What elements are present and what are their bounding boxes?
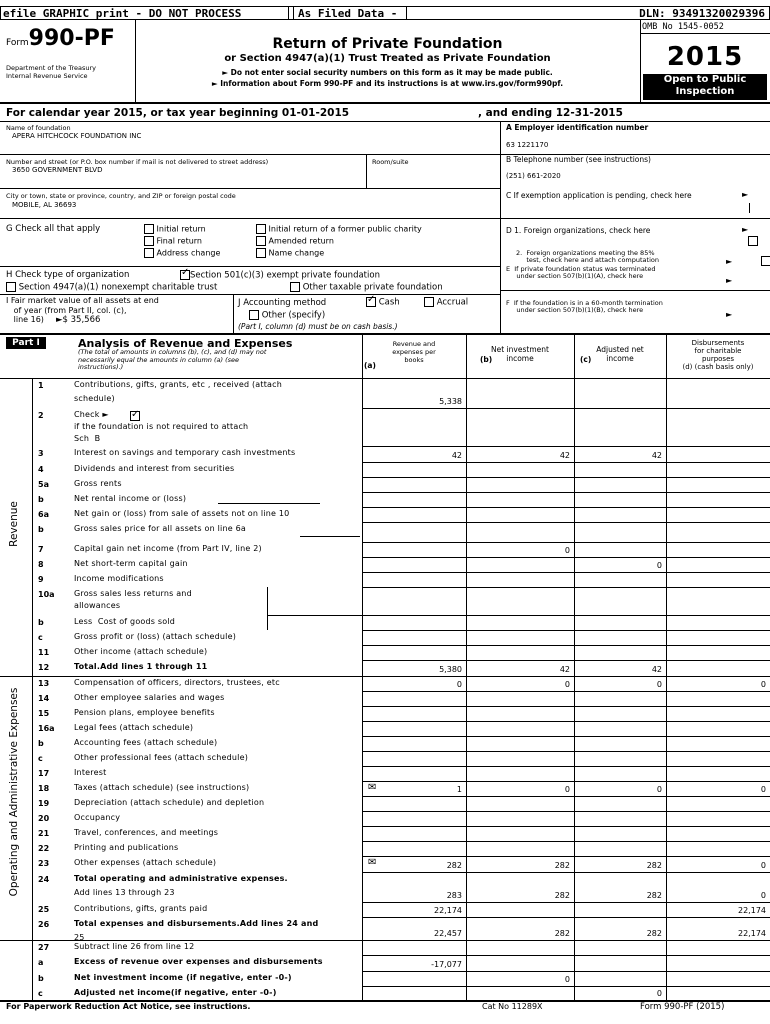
row-description: Other expenses (attach schedule) [74,858,217,867]
foundation-name-label: Name of foundation [6,124,71,132]
initial-return-label: Initial return [156,224,206,234]
line-number: 16a [38,724,55,733]
col-a-tag: (a) [364,361,376,370]
col-c-value: 282 [646,891,662,900]
col-b-value: 0 [564,546,570,555]
col-c-value: 282 [646,861,662,870]
d2-label: 2. Foreign organizations meeting the 85% test, check here and attach computation [516,249,659,264]
name-change-checkbox[interactable] [256,248,266,258]
field-10-divider [267,587,268,630]
col-b-tag: (b) [480,355,493,364]
col-d-value: 0 [760,680,766,689]
g-amended-row [256,236,334,247]
line-number: b [38,618,44,627]
row-rule [362,751,770,752]
as-filed-label: As Filed Data - [298,7,398,20]
col-c-value: 0 [656,561,662,570]
attachment-icon[interactable]: ✉ [368,857,377,868]
line-number: a [38,958,44,967]
row-rule [362,507,770,508]
col-c-value: 0 [656,989,662,998]
row-description-cont: if the foundation is not required to attach Sch B [74,422,249,443]
cash-label: Cash [378,297,400,308]
col-a-value: 283 [446,891,462,900]
street-label: Number and street (or P.O. box number if mail is not delivered to street address) [6,158,269,166]
line-number: 6a [38,510,49,519]
row-description: Excess of revenue over expenses and disbursements [74,957,323,966]
col-b-value: 0 [564,785,570,794]
part1-tag: Part I [6,337,46,349]
field-10-rule [267,615,362,616]
initial-return-checkbox[interactable] [144,224,154,234]
row-rule [362,872,770,873]
amended-return-checkbox[interactable] [256,236,266,246]
initial-former-checkbox[interactable] [256,224,266,234]
attachment-icon[interactable]: ✉ [368,782,377,793]
arrow-icon: ► [726,276,733,285]
row-description: Net investment income (if negative, enter -0-) [74,973,292,982]
street-value: 3650 GOVERNMENT BLVD [12,166,103,174]
row-description: Interest on savings and temporary cash investments [74,448,296,457]
d1-checkbox[interactable] [748,236,758,246]
row-rule [362,492,770,493]
row-description: Contributions, gifts, grants, etc , received (attach [74,380,283,389]
row-rule [362,917,770,918]
col-a-value: -17,077 [431,960,462,969]
line-number: c [38,754,43,763]
row-rule [362,721,770,722]
line-number: 19 [38,799,50,808]
col-a-value: 22,174 [434,906,462,915]
j-note: (Part I, column (d) must be on cash basis.) [238,322,398,331]
line-number: 5a [38,480,49,489]
side-divider [32,378,33,1000]
col-b-value: 0 [564,680,570,689]
line-number: 12 [38,663,50,672]
row-rule [362,986,770,987]
line-number: 10a [38,590,55,599]
tax-year: 2015 [666,42,744,72]
d2-checkbox[interactable] [761,256,770,266]
col-d-value: 0 [760,785,766,794]
row-rule [362,645,770,646]
g-initial-former-row [256,224,422,235]
dln-label: DLN: 93491320029396 [639,7,765,20]
col-d-value: 22,174 [738,906,766,915]
other-method-checkbox[interactable] [249,310,259,320]
row-description: Other employee salaries and wages [74,693,225,702]
line-number: b [38,525,44,534]
nonexempt-checkbox[interactable] [6,282,16,292]
form-prefix: Form [6,38,29,48]
form-id [6,26,115,51]
line-number: b [38,974,44,983]
col-a-value: 42 [451,451,462,460]
line-number: 1 [38,381,44,390]
j-cash-row [366,297,400,308]
ein-value: 63 1221170 [506,141,549,149]
row-rule [362,691,770,692]
line-number: b [38,495,44,504]
row-rule [362,902,770,903]
col-c-value: 0 [656,785,662,794]
footer-cat: Cat No 11289X [482,1002,543,1011]
initial-former-label: Initial return of a former public charity [268,224,422,234]
row-description: Total expenses and disbursements.Add lines 24 and [74,919,319,928]
line-number: 27 [38,943,50,952]
line-number: 3 [38,449,44,458]
row-description-cont: Add lines 13 through 23 [74,888,175,897]
col-d-title: Disbursements for charitable purposes [691,339,745,363]
row-description: Gross sales price for all assets on line 6a [74,524,246,533]
row-rule [362,615,770,616]
side-label-expenses: Operating and Administrative Expenses [8,687,20,897]
row-rule [362,841,770,842]
other-taxable-label: Other taxable private foundation [302,282,443,293]
row-rule [362,856,770,857]
phone-value: (251) 661-2020 [506,172,561,180]
row-description: Interest [74,768,107,777]
row-description: Net short-term capital gain [74,559,188,568]
row-rule [362,826,770,827]
row-rule [362,781,770,782]
field-6b-line [300,536,360,537]
row-rule [362,736,770,737]
g-initial-row [144,224,206,235]
e-label: E If private foundation status was terminated under section 507(b)(1)(A), check here [506,265,656,280]
g-address-row [144,248,220,259]
row-description-cont: schedule) [74,394,115,403]
col-d-value: 0 [760,861,766,870]
name-change-label: Name change [268,248,325,258]
line-number: 2 [38,411,44,420]
line-number: c [38,989,43,998]
i-label: I Fair market value of all assets at end of year (from Part II, col. (c), line 16) [6,296,159,324]
amended-return-label: Amended return [268,236,334,246]
line-number: 11 [38,648,50,657]
h-c3-row [180,270,380,281]
row-rule [362,630,770,631]
form-title: Return of Private Foundation [272,36,503,52]
col-a-value: 5,380 [439,665,462,674]
line-number: 23 [38,859,50,868]
row-description: Total.Add lines 1 through 11 [74,662,208,671]
row-description: Legal fees (attach schedule) [74,723,194,732]
row-rule [362,587,770,588]
cash-checkbox[interactable] [366,297,376,307]
row-rule [362,706,770,707]
col-b-value: 42 [559,451,570,460]
city-value: MOBILE, AL 36693 [12,201,77,209]
footer-form: Form 990-PF (2015) [640,1002,725,1012]
address-change-checkbox[interactable] [144,248,154,258]
row-description: Depreciation (attach schedule) and depletion [74,798,265,807]
exemption-pending-label: C If exemption application is pending, check here [506,191,692,200]
col-c-title: Adjusted net income [596,345,644,363]
c3-checkbox[interactable] [180,270,190,280]
arrow-icon: ► [726,257,733,266]
row-rule [362,477,770,478]
row-description-cont: 25 [74,933,85,942]
line-number: b [38,739,44,748]
col-b-value: 282 [554,861,570,870]
row-rule [362,572,770,573]
info-note[interactable]: ► Information about Form 990-PF and its instructions is at www.irs.gov/form990pf. [211,79,564,88]
line-number: 7 [38,545,44,554]
g-final-row [144,236,202,247]
row-rule [362,557,770,558]
calendar-begin: For calendar year 2015, or tax year beginning 01-01-2015 [6,107,350,119]
ein-label: A Employer identification number [506,123,649,132]
i-value: ►$ 35,566 [56,315,101,325]
row-rule [362,542,770,543]
city-label: City or town, state or province, country, and ZIP or foreign postal code [6,192,236,200]
line-number: 18 [38,784,50,793]
row-rule [362,462,770,463]
dept-label: Department of the Treasury Internal Revenue Service [6,64,97,80]
row-rule [362,766,770,767]
open-to-public: Open to Public Inspection [643,74,767,100]
row-description: Net gain or (loss) from sale of assets not on line 10 [74,509,290,518]
arrow-icon: ► [742,225,749,234]
side-label-revenue: Revenue [8,501,20,547]
efile-label: efile GRAPHIC print - DO NOT PROCESS [3,7,242,20]
col-a-value: 282 [446,861,462,870]
col-b-value: 282 [554,929,570,938]
row-description: Printing and publications [74,843,179,852]
j-other-row [249,310,325,321]
col-c-value: 42 [651,665,662,674]
top-banner [0,6,770,20]
h-label: H Check type of organization [6,270,130,280]
row-description: Less Cost of goods sold [74,617,176,626]
row-description: Gross rents [74,479,122,488]
row-description: Gross sales less returns and allowances [74,589,192,610]
col-b-title: Net investment income [491,345,549,363]
row-description: Income modifications [74,574,164,583]
col-a-value: 1 [456,785,462,794]
line-number: 25 [38,905,50,914]
line-number: 8 [38,560,44,569]
col-a-value: 0 [456,680,462,689]
part1-subtitle: (The total of amounts in columns (b), (c), and (d) may not necessarily equal the amounts in column (a) (see instructions).) [78,348,267,371]
row-description: Travel, conferences, and meetings [74,828,219,837]
row-description: Adjusted net income(if negative, enter -0-) [74,988,277,997]
c3-label: Section 501(c)(3) exempt private foundation [190,270,380,281]
row-rule [362,940,770,941]
row-description: Dividends and interest from securities [74,464,235,473]
row-description: Subtract line 26 from line 12 [74,942,195,951]
row-description: Occupancy [74,813,121,822]
row-description: Accounting fees (attach schedule) [74,738,218,747]
col-d-header [666,339,770,372]
other-taxable-checkbox[interactable] [290,282,300,292]
line-number: c [38,633,43,642]
row-description: Gross profit or (loss) (attach schedule) [74,632,237,641]
room-label: Room/suite [372,158,409,166]
row-rule [362,446,770,447]
row-description: Net rental income or (loss) [74,494,187,503]
field-5b-line [218,503,320,504]
row-rule [362,955,770,956]
final-return-checkbox[interactable] [144,236,154,246]
row-description: Taxes (attach schedule) (see instructions) [74,783,250,792]
h-nonexempt-row [6,282,217,293]
row-description: Total operating and administrative expenses. [74,874,288,883]
row-rule [362,408,770,409]
address-change-label: Address change [156,248,221,258]
col-a-header [362,340,466,364]
col-a-value: 5,338 [439,397,462,406]
line-number: 24 [38,875,50,884]
d1-label: D 1. Foreign organizations, check here [506,226,651,235]
j-accrual-row [424,297,468,308]
f-label: F If the foundation is in a 60-month termination under section 507(b)(1)(B), check here [506,299,663,314]
phone-label: B Telephone number (see instructions) [506,155,651,164]
accrual-checkbox[interactable] [424,297,434,307]
arrow-icon: ► [726,310,733,319]
col-c-value: 282 [646,929,662,938]
sch-b-checkbox[interactable] [130,411,140,421]
row-rule [362,971,770,972]
j-label: J Accounting method [238,298,327,308]
nonexempt-label: Section 4947(a)(1) nonexempt charitable trust [18,282,218,293]
col-b-value: 282 [554,891,570,900]
row-rule [362,811,770,812]
row-description: Other professional fees (attach schedule) [74,753,249,762]
arrow-icon: ► [742,190,749,199]
form-number: 990-PF [28,26,115,51]
calendar-end: , and ending 12-31-2015 [478,107,623,119]
col-a-value: 22,457 [434,929,462,938]
line-number: 21 [38,829,50,838]
row-rule [362,522,770,523]
form-subtitle: or Section 4947(a)(1) Trust Treated as Private Foundation [224,53,551,64]
col-b-value: 42 [559,665,570,674]
col-b-value: 0 [564,975,570,984]
omb-number: OMB No 1545-0052 [642,22,724,32]
line-number: 20 [38,814,50,823]
line-number: 4 [38,465,44,474]
line-number: 22 [38,844,50,853]
line-number: 17 [38,769,50,778]
col-d-value: 22,174 [738,929,766,938]
g-label: G Check all that apply [6,224,101,234]
col-a-title: Revenue and expenses per books [392,340,436,364]
row-description: Capital gain net income (from Part IV, line 2) [74,544,262,553]
ssn-note: ► Do not enter social security numbers on this form as it may be made public. [222,68,553,77]
row-description: Pension plans, employee benefits [74,708,215,717]
h-other-row [290,282,443,293]
row-rule [362,660,770,661]
line-number: 26 [38,920,50,929]
row-description: Compensation of officers, directors, trustees, etc [74,678,280,687]
row-description: Check ► [74,410,109,419]
other-method-label: Other (specify) [261,310,326,321]
footer-paperwork: For Paperwork Reduction Act Notice, see instructions. [6,1002,251,1011]
line-number: 15 [38,709,50,718]
accrual-label: Accrual [436,297,469,308]
row-description: Contributions, gifts, grants paid [74,904,208,913]
col-c-value: 42 [651,451,662,460]
line-number: 14 [38,694,50,703]
col-c-value: 0 [656,680,662,689]
foundation-name: APERA HITCHCOCK FOUNDATION INC [12,132,142,140]
row-rule [362,676,770,677]
line-number: 13 [38,679,50,688]
line-number: 9 [38,575,44,584]
part1-title: Analysis of Revenue and Expenses [78,337,293,350]
row-rule [362,796,770,797]
g-name-row [256,248,324,259]
col-d-value: 0 [760,891,766,900]
final-return-label: Final return [156,236,202,246]
col-c-tag: (c) [580,355,592,364]
row-description: Other income (attach schedule) [74,647,208,656]
col-d-tag: (d) (cash basis only) [682,363,754,371]
